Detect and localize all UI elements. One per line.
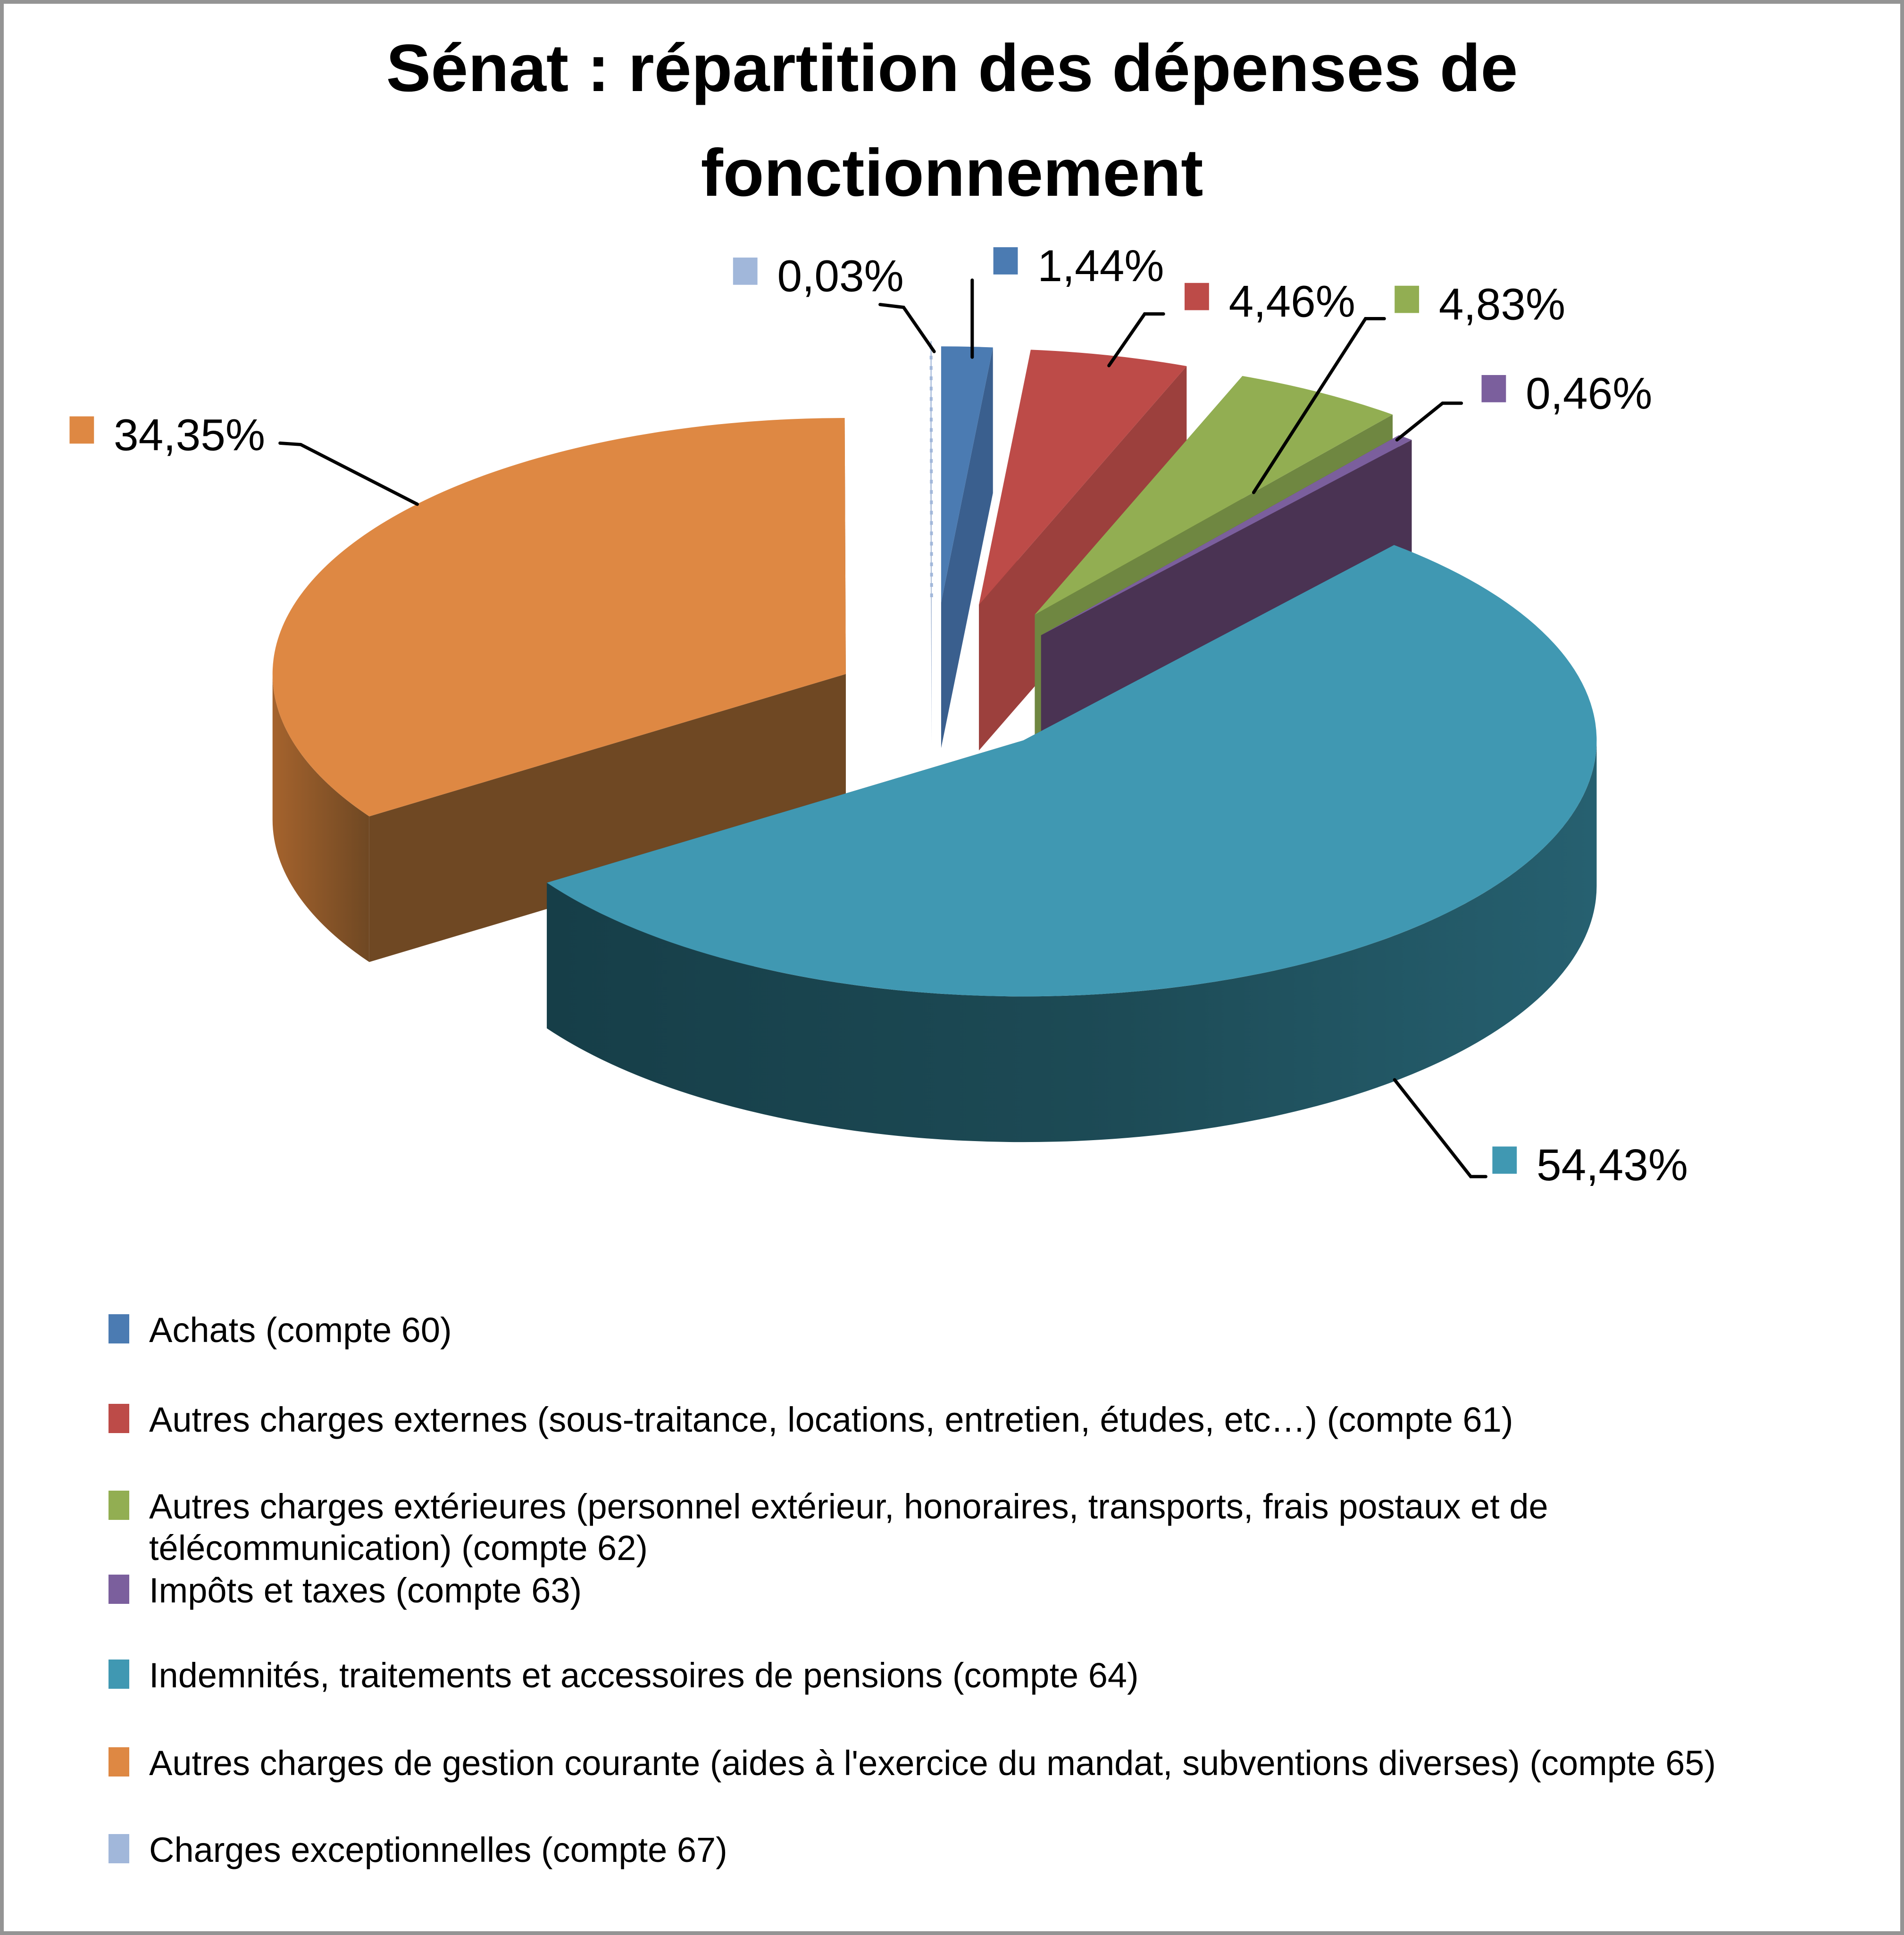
legend-key-charges-exterieures-icon [109,1491,129,1520]
data-label-orange: 34,35% [114,410,265,460]
legend-key-indemnites-icon [109,1660,129,1689]
legend-label-charges-exterieures: Autres charges extérieures (personnel extérieur, honoraires, transports, frais postaux et de télécommunication) (compte 62) [149,1487,1548,1568]
label-key-lightblue [733,258,758,285]
pie-3d [273,341,1597,1142]
legend-item-charges-exterieures [109,1486,1715,1569]
legend-item-indemnites [109,1655,1139,1696]
legend-label-charges-exceptionnelles: Charges exceptionnelles (compte 67) [149,1830,727,1869]
legend-item-achats [109,1309,452,1351]
legend-key-achats-icon [109,1314,129,1343]
label-key-green [1395,286,1419,313]
legend-label-impots: Impôts et taxes (compte 63) [149,1571,582,1610]
legend-key-gestion-courante-icon [109,1747,129,1777]
legend-key-charges-exceptionnelles-icon [109,1834,129,1863]
legend-label-achats: Achats (compte 60) [149,1310,452,1350]
legend-key-impots-icon [109,1575,129,1604]
leader-line-purple [1397,403,1461,440]
data-label-blue: 1,44% [1037,241,1164,291]
label-key-blue [994,247,1018,275]
label-key-purple [1482,375,1506,402]
legend-item-charges-exceptionnelles [109,1829,727,1871]
leader-line-lightblue [880,305,935,352]
leader-line-orange [280,443,418,504]
data-label-green: 4,83% [1438,279,1566,330]
data-label-teal: 54,43% [1537,1140,1688,1191]
legend-item-impots [109,1570,582,1611]
data-label-lightblue: 0,03% [777,251,904,301]
label-key-teal [1492,1146,1517,1174]
pie-chart [4,4,1900,1931]
data-label-purple: 0,46% [1526,368,1653,419]
chart-title-line2: fonctionnement [701,135,1203,210]
legend-key-charges-externes-icon [109,1404,129,1433]
data-label-red: 4,46% [1228,276,1355,327]
leader-line-teal [1395,1080,1486,1176]
legend-label-charges-externes: Autres charges externes (sous-traitance, locations, entretien, études, etc…) (compte 61) [149,1400,1513,1439]
chart-title-line1: Sénat : répartition des dépenses de [386,31,1518,106]
pie-slice-6 [930,341,931,743]
label-key-orange [69,417,94,444]
legend-item-gestion-courante [109,1743,1716,1784]
legend-item-charges-externes [109,1399,1513,1441]
legend-label-indemnites: Indemnités, traitements et accessoires de pensions (compte 64) [149,1656,1139,1695]
legend-label-gestion-courante: Autres charges de gestion courante (aides à l'exercice du mandat, subventions diverses) (compte 65) [149,1743,1716,1783]
label-key-red [1185,283,1209,310]
